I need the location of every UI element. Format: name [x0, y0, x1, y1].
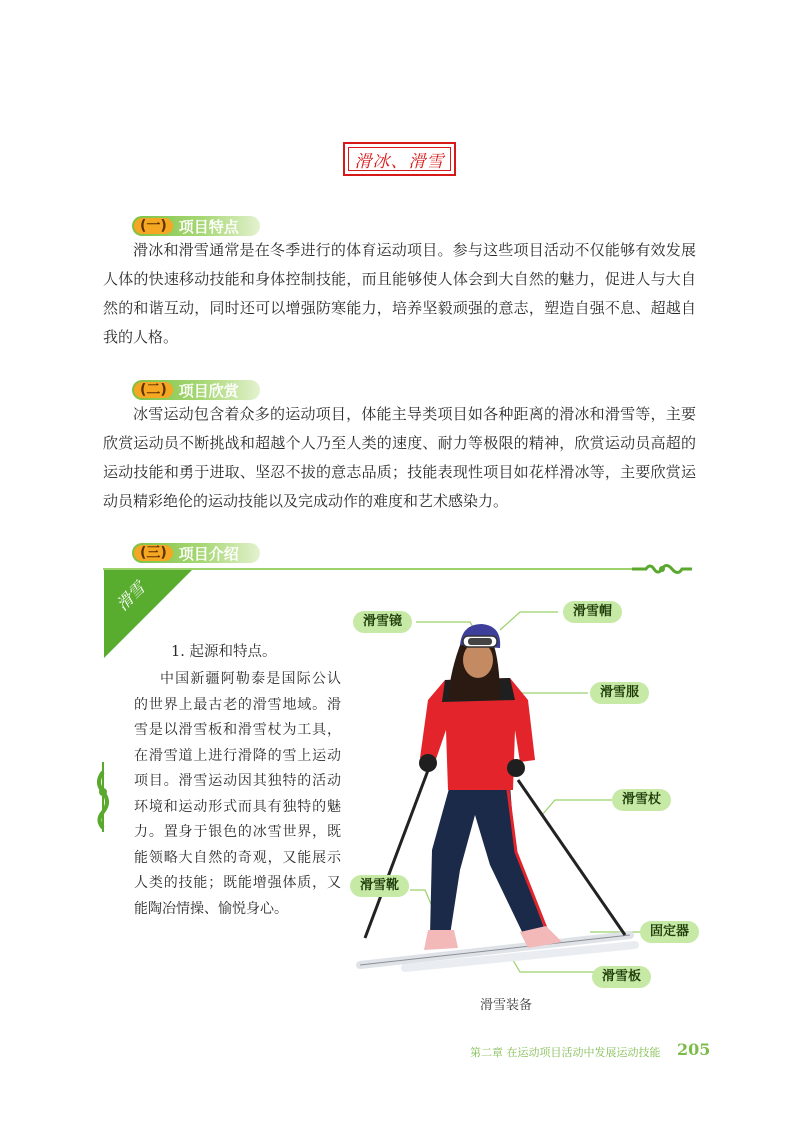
section-label-3: 项目介绍 [178, 544, 239, 563]
section-heading-3 [132, 543, 260, 563]
figure-caption: 滑雪装备 [480, 998, 533, 1013]
section-number-1: (一) [134, 218, 173, 234]
section-paragraph-2: 冰雪运动包含着众多的运动项目，体能主导类项目如各种距离的滑冰和滑雪等，主要欣赏运动员不断挑战和超越个人乃至人类的速度、耐力等极限的精神，欣赏运动员高超的运动技能和勇于进取、坚忍不拔的意志品质；技能表现性项目如花样滑冰等，主要欣赏运动员精彩绝伦的运动技能以及完成动作的难度和艺术感染力。 [103, 405, 696, 510]
intro-heading: 1. 起源和特点。 [171, 644, 277, 660]
section-heading-2 [132, 380, 260, 400]
intro-paragraph: 中国新疆阿勒泰是国际公认的世界上最古老的滑雪地域。滑雪是以滑雪板和滑雪杖为工具，在滑雪道上进行滑降的雪上运动项目。滑雪运动因其独特的活动环境和运动形式而具有独特的魅力。置身于银色的冰雪世界，既能领略大自然的奇观，又能展示人类的技能；既能增强体质，又能陶冶情操、愉悦身心。 [134, 671, 341, 917]
label-hat: 滑雪帽 [563, 601, 622, 623]
section-heading-1 [132, 216, 260, 236]
page-number: 205 [677, 1040, 711, 1059]
label-boots: 滑雪靴 [350, 875, 409, 897]
page-title: 滑冰、滑雪 [348, 147, 451, 171]
vine-ornament-icon [632, 562, 692, 576]
section-paragraph-1: 滑冰和滑雪通常是在冬季进行的体育运动项目。参与这些项目活动不仅能够有效发展人体的快速移动技能和身体控制技能，而且能够使人体会到大自然的魅力，促进人与大自然的和谐互动，同时还可以增强防寒能力，培养坚毅顽强的意志，塑造自强不息、超越自我的人格。 [103, 241, 696, 346]
label-poles: 滑雪杖 [612, 789, 671, 811]
section-label-1: 项目特点 [178, 217, 239, 236]
title-stamp [343, 142, 456, 176]
section-number-2: (二) [134, 382, 173, 398]
label-skis: 滑雪板 [592, 966, 651, 988]
label-goggles: 滑雪镜 [353, 611, 412, 633]
footer-chapter: 第二章 在运动项目活动中发展运动技能 [470, 1046, 661, 1059]
vertical-vine-ornament-icon [92, 762, 114, 832]
label-suit: 滑雪服 [590, 682, 649, 704]
section-label-2: 项目欣赏 [178, 381, 239, 400]
section-number-3: (三) [134, 545, 173, 561]
corner-label: 滑雪 [112, 578, 149, 615]
label-binding: 固定器 [640, 921, 699, 943]
